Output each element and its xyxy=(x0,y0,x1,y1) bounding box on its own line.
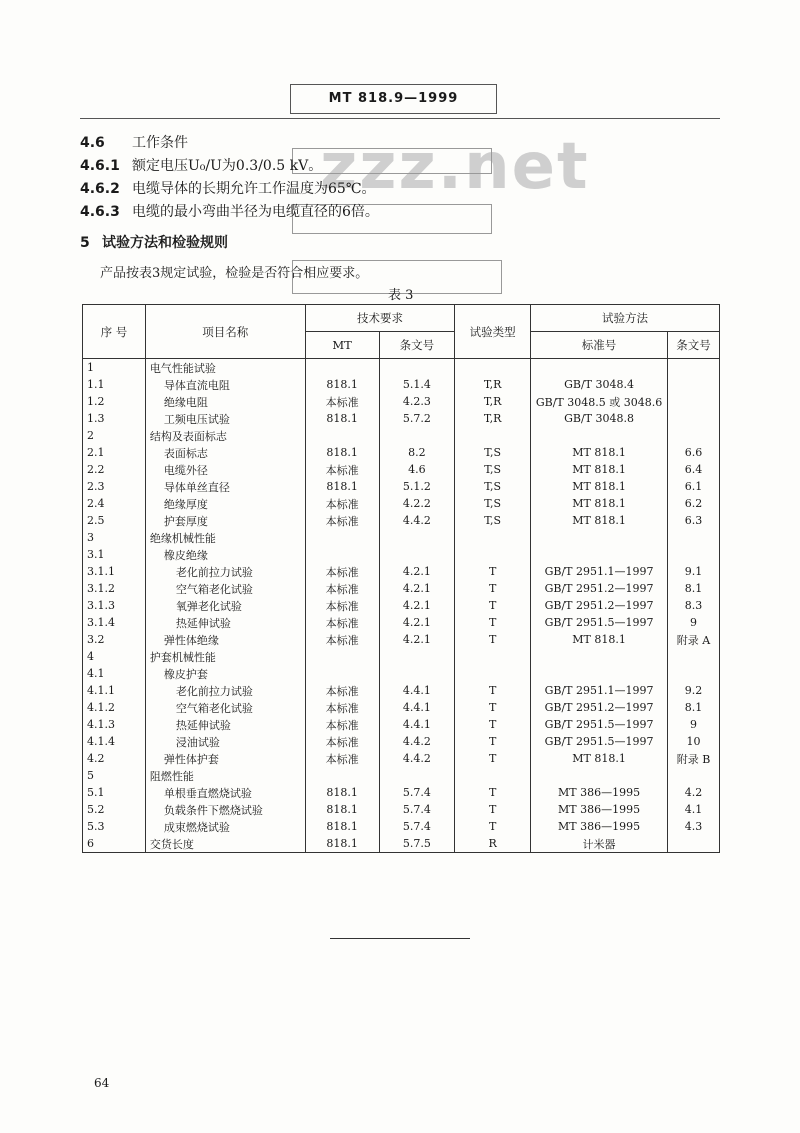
cell-seq: 3.2 xyxy=(83,631,146,648)
cell-mt: 818.1 xyxy=(305,818,379,835)
cell-item-name: 浸油试验 xyxy=(145,733,305,750)
section-number: 5 xyxy=(80,235,90,251)
cell-mt: 本标准 xyxy=(305,393,379,410)
cell-std-no xyxy=(531,427,668,444)
test-table xyxy=(82,304,720,853)
cell-mt: 818.1 xyxy=(305,835,379,853)
table-row xyxy=(83,376,720,393)
cell-seq: 5.2 xyxy=(83,801,146,818)
cell-seq: 5.1 xyxy=(83,784,146,801)
table-row xyxy=(83,410,720,427)
cell-clause2: 6.6 xyxy=(668,444,720,461)
cell-clause xyxy=(379,359,455,377)
header-seq: 序 号 xyxy=(83,305,146,359)
cell-clause2 xyxy=(668,529,720,546)
cell-seq: 1.1 xyxy=(83,376,146,393)
cell-clause2: 4.1 xyxy=(668,801,720,818)
cell-mt: 818.1 xyxy=(305,478,379,495)
cell-item-name: 空气箱老化试验 xyxy=(145,580,305,597)
cell-clause xyxy=(379,648,455,665)
cell-test-type: T,R xyxy=(455,393,531,410)
cell-test-type xyxy=(455,665,531,682)
cell-clause2 xyxy=(668,393,720,410)
cell-item-name: 弹性体绝缘 xyxy=(145,631,305,648)
cell-std-no: 计米器 xyxy=(531,835,668,853)
cell-test-type: T,S xyxy=(455,512,531,529)
cell-mt xyxy=(305,427,379,444)
cell-clause: 5.1.4 xyxy=(379,376,455,393)
table-row xyxy=(83,427,720,444)
cell-clause: 4.2.1 xyxy=(379,597,455,614)
cell-item-name: 绝缘电阻 xyxy=(145,393,305,410)
cell-test-type xyxy=(455,359,531,377)
cell-std-no: MT 818.1 xyxy=(531,631,668,648)
cell-test-type xyxy=(455,767,531,784)
cell-std-no xyxy=(531,546,668,563)
cell-test-type: T xyxy=(455,563,531,580)
cell-item-name: 护套机械性能 xyxy=(145,648,305,665)
header-item: 项目名称 xyxy=(145,305,305,359)
cell-clause: 5.7.4 xyxy=(379,818,455,835)
cell-clause: 4.4.2 xyxy=(379,750,455,767)
clause-text: 额定电压U₀/U为0.3/0.5 kV。 xyxy=(132,158,323,174)
table-row xyxy=(83,580,720,597)
cell-clause2: 8.1 xyxy=(668,580,720,597)
cell-seq: 1 xyxy=(83,359,146,377)
cell-item-name: 负载条件下燃烧试验 xyxy=(145,801,305,818)
cell-clause2 xyxy=(668,359,720,377)
cell-mt xyxy=(305,665,379,682)
standard-code: MT 818.9—1999 xyxy=(290,84,497,114)
cell-item-name: 橡皮绝缘 xyxy=(145,546,305,563)
header-clause: 条文号 xyxy=(379,332,455,359)
cell-clause: 4.2.3 xyxy=(379,393,455,410)
table-row xyxy=(83,461,720,478)
cell-item-name: 导体直流电阻 xyxy=(145,376,305,393)
cell-item-name: 结构及表面标志 xyxy=(145,427,305,444)
clause-number: 4.6.3 xyxy=(80,204,120,220)
table-row xyxy=(83,512,720,529)
table-row xyxy=(83,835,720,853)
cell-clause: 5.7.4 xyxy=(379,784,455,801)
cell-clause2: 附录 B xyxy=(668,750,720,767)
cell-std-no: MT 818.1 xyxy=(531,750,668,767)
cell-mt: 本标准 xyxy=(305,495,379,512)
table-caption: 表 3 xyxy=(388,288,414,303)
cell-item-name: 橡皮护套 xyxy=(145,665,305,682)
cell-seq: 4.1.2 xyxy=(83,699,146,716)
clause-number: 4.6.1 xyxy=(80,158,120,174)
cell-item-name: 电缆外径 xyxy=(145,461,305,478)
cell-std-no: MT 386—1995 xyxy=(531,818,668,835)
cell-std-no: MT 818.1 xyxy=(531,512,668,529)
clause-4-6-3 xyxy=(80,201,379,221)
table-row xyxy=(83,648,720,665)
watermark: zzz.net xyxy=(320,130,590,204)
cell-seq: 3.1.4 xyxy=(83,614,146,631)
table-row xyxy=(83,750,720,767)
page-number: 64 xyxy=(94,1076,110,1090)
cell-mt xyxy=(305,529,379,546)
table-row xyxy=(83,767,720,784)
cell-clause2: 8.1 xyxy=(668,699,720,716)
section-heading-5 xyxy=(80,232,228,252)
cell-clause2: 9.2 xyxy=(668,682,720,699)
cell-clause xyxy=(379,767,455,784)
cell-mt: 818.1 xyxy=(305,784,379,801)
header-test-type: 试验类型 xyxy=(455,305,531,359)
cell-test-type: T,S xyxy=(455,478,531,495)
table-row xyxy=(83,529,720,546)
cell-seq: 4.1 xyxy=(83,665,146,682)
clause-text: 电缆的最小弯曲半径为电缆直径的6倍。 xyxy=(132,204,379,220)
table-row xyxy=(83,444,720,461)
cell-mt: 818.1 xyxy=(305,444,379,461)
cell-test-type: T xyxy=(455,784,531,801)
cell-std-no: GB/T 3048.8 xyxy=(531,410,668,427)
cell-clause2: 9 xyxy=(668,716,720,733)
intro-paragraph: 产品按表3规定试验，检验是否符合相应要求。 xyxy=(100,266,369,281)
cell-clause2: 4.2 xyxy=(668,784,720,801)
cell-clause2: 8.3 xyxy=(668,597,720,614)
cell-std-no: MT 818.1 xyxy=(531,461,668,478)
cell-seq: 4.1.1 xyxy=(83,682,146,699)
cell-std-no: GB/T 2951.5—1997 xyxy=(531,614,668,631)
table-row xyxy=(83,716,720,733)
section-number: 4.6 xyxy=(80,135,105,151)
cell-mt: 本标准 xyxy=(305,614,379,631)
cell-clause: 8.2 xyxy=(379,444,455,461)
cell-clause: 4.4.1 xyxy=(379,699,455,716)
cell-clause: 4.2.1 xyxy=(379,580,455,597)
cell-mt xyxy=(305,546,379,563)
cell-clause2: 6.1 xyxy=(668,478,720,495)
cell-clause2 xyxy=(668,410,720,427)
cell-seq: 4.1.4 xyxy=(83,733,146,750)
cell-mt xyxy=(305,359,379,377)
cell-test-type: T,S xyxy=(455,461,531,478)
clause-text: 电缆导体的长期允许工作温度为65℃。 xyxy=(132,181,376,197)
cell-mt: 本标准 xyxy=(305,563,379,580)
cell-seq: 2.4 xyxy=(83,495,146,512)
cell-clause: 4.2.1 xyxy=(379,614,455,631)
cell-test-type xyxy=(455,427,531,444)
cell-std-no: GB/T 2951.1—1997 xyxy=(531,563,668,580)
cell-item-name: 电气性能试验 xyxy=(145,359,305,377)
clause-number: 4.6.2 xyxy=(80,181,120,197)
cell-seq: 5.3 xyxy=(83,818,146,835)
section-title: 试验方法和检验规则 xyxy=(102,235,228,251)
cell-item-name: 老化前拉力试验 xyxy=(145,563,305,580)
cell-seq: 1.3 xyxy=(83,410,146,427)
cell-item-name: 阻燃性能 xyxy=(145,767,305,784)
cell-seq: 3.1.2 xyxy=(83,580,146,597)
cell-item-name: 单根垂直燃烧试验 xyxy=(145,784,305,801)
cell-test-type: T xyxy=(455,818,531,835)
table-row xyxy=(83,614,720,631)
cell-test-type: T xyxy=(455,682,531,699)
cell-item-name: 交货长度 xyxy=(145,835,305,853)
cell-seq: 3 xyxy=(83,529,146,546)
cell-mt xyxy=(305,767,379,784)
cell-clause2 xyxy=(668,665,720,682)
end-rule xyxy=(330,938,470,939)
cell-mt: 本标准 xyxy=(305,699,379,716)
table-row xyxy=(83,784,720,801)
table-row xyxy=(83,495,720,512)
cell-test-type: T xyxy=(455,716,531,733)
cell-mt: 本标准 xyxy=(305,631,379,648)
cell-clause2: 10 xyxy=(668,733,720,750)
cell-std-no: MT 818.1 xyxy=(531,478,668,495)
cell-clause: 4.2.2 xyxy=(379,495,455,512)
cell-std-no: GB/T 3048.4 xyxy=(531,376,668,393)
cell-std-no: GB/T 2951.5—1997 xyxy=(531,733,668,750)
cell-mt: 本标准 xyxy=(305,461,379,478)
cell-seq: 2 xyxy=(83,427,146,444)
cell-clause2: 6.2 xyxy=(668,495,720,512)
cell-item-name: 成束燃烧试验 xyxy=(145,818,305,835)
cell-seq: 3.1.1 xyxy=(83,563,146,580)
cell-std-no: GB/T 2951.2—1997 xyxy=(531,699,668,716)
header-tech-req: 技术要求 xyxy=(305,305,455,332)
cell-test-type: T,S xyxy=(455,495,531,512)
table-row xyxy=(83,631,720,648)
header-rule xyxy=(80,118,720,119)
cell-item-name: 导体单丝直径 xyxy=(145,478,305,495)
cell-mt: 本标准 xyxy=(305,733,379,750)
cell-clause2 xyxy=(668,648,720,665)
cell-seq: 3.1.3 xyxy=(83,597,146,614)
cell-item-name: 老化前拉力试验 xyxy=(145,682,305,699)
cell-std-no: MT 386—1995 xyxy=(531,784,668,801)
cell-mt: 本标准 xyxy=(305,512,379,529)
cell-seq: 4.1.3 xyxy=(83,716,146,733)
cell-clause: 4.4.1 xyxy=(379,682,455,699)
cell-clause: 5.1.2 xyxy=(379,478,455,495)
table-row xyxy=(83,682,720,699)
cell-item-name: 热延伸试验 xyxy=(145,614,305,631)
cell-clause: 5.7.4 xyxy=(379,801,455,818)
cell-test-type: T xyxy=(455,733,531,750)
cell-clause2 xyxy=(668,767,720,784)
cell-clause2: 9 xyxy=(668,614,720,631)
table-row xyxy=(83,359,720,377)
cell-clause2 xyxy=(668,546,720,563)
table-row xyxy=(83,665,720,682)
cell-clause xyxy=(379,546,455,563)
cell-item-name: 氧弹老化试验 xyxy=(145,597,305,614)
cell-item-name: 绝缘机械性能 xyxy=(145,529,305,546)
cell-test-type: T,R xyxy=(455,410,531,427)
cell-seq: 2.2 xyxy=(83,461,146,478)
cell-seq: 3.1 xyxy=(83,546,146,563)
cell-test-type: T xyxy=(455,580,531,597)
cell-item-name: 弹性体护套 xyxy=(145,750,305,767)
cell-clause: 4.6 xyxy=(379,461,455,478)
cell-seq: 2.1 xyxy=(83,444,146,461)
cell-clause2 xyxy=(668,427,720,444)
table-row xyxy=(83,546,720,563)
cell-std-no: MT 818.1 xyxy=(531,495,668,512)
cell-std-no: MT 386—1995 xyxy=(531,801,668,818)
table-row xyxy=(83,733,720,750)
cell-item-name: 护套厚度 xyxy=(145,512,305,529)
table-row xyxy=(83,818,720,835)
cell-clause: 5.7.2 xyxy=(379,410,455,427)
cell-seq: 2.3 xyxy=(83,478,146,495)
cell-clause2: 6.3 xyxy=(668,512,720,529)
cell-seq: 6 xyxy=(83,835,146,853)
cell-clause2: 附录 A xyxy=(668,631,720,648)
cell-std-no xyxy=(531,529,668,546)
cell-mt: 818.1 xyxy=(305,376,379,393)
cell-test-type xyxy=(455,648,531,665)
cell-std-no xyxy=(531,359,668,377)
cell-mt: 本标准 xyxy=(305,750,379,767)
cell-clause2: 6.4 xyxy=(668,461,720,478)
cell-test-type: T,S xyxy=(455,444,531,461)
cell-item-name: 空气箱老化试验 xyxy=(145,699,305,716)
table-row xyxy=(83,563,720,580)
cell-item-name: 工频电压试验 xyxy=(145,410,305,427)
cell-seq: 1.2 xyxy=(83,393,146,410)
cell-clause2: 4.3 xyxy=(668,818,720,835)
table-row xyxy=(83,801,720,818)
cell-std-no: GB/T 3048.5 或 3048.6 xyxy=(531,393,668,410)
cell-clause xyxy=(379,665,455,682)
table-row xyxy=(83,478,720,495)
cell-seq: 4.2 xyxy=(83,750,146,767)
header-clause2: 条文号 xyxy=(668,332,720,359)
cell-clause: 5.7.5 xyxy=(379,835,455,853)
cell-test-type: T xyxy=(455,597,531,614)
cell-seq: 4 xyxy=(83,648,146,665)
clause-4-6-2 xyxy=(80,178,375,198)
cell-std-no: MT 818.1 xyxy=(531,444,668,461)
cell-mt: 本标准 xyxy=(305,580,379,597)
cell-clause: 4.2.1 xyxy=(379,563,455,580)
cell-clause: 4.4.2 xyxy=(379,512,455,529)
header-mt: MT xyxy=(305,332,379,359)
cell-std-no: GB/T 2951.1—1997 xyxy=(531,682,668,699)
cell-test-type: T xyxy=(455,631,531,648)
clause-4-6-1 xyxy=(80,155,322,175)
cell-clause: 4.4.1 xyxy=(379,716,455,733)
cell-item-name: 绝缘厚度 xyxy=(145,495,305,512)
header-std-no: 标准号 xyxy=(531,332,668,359)
cell-std-no: GB/T 2951.5—1997 xyxy=(531,716,668,733)
cell-test-type xyxy=(455,546,531,563)
cell-std-no xyxy=(531,648,668,665)
cell-test-type: T xyxy=(455,801,531,818)
cell-clause2: 9.1 xyxy=(668,563,720,580)
cell-test-type: T,R xyxy=(455,376,531,393)
cell-mt: 本标准 xyxy=(305,682,379,699)
cell-seq: 2.5 xyxy=(83,512,146,529)
section-heading-4-6 xyxy=(80,132,188,152)
cell-clause: 4.2.1 xyxy=(379,631,455,648)
cell-clause xyxy=(379,529,455,546)
table-row xyxy=(83,597,720,614)
cell-seq: 5 xyxy=(83,767,146,784)
cell-clause2 xyxy=(668,376,720,393)
cell-test-type: R xyxy=(455,835,531,853)
cell-test-type: T xyxy=(455,614,531,631)
cell-clause2 xyxy=(668,835,720,853)
cell-clause xyxy=(379,427,455,444)
cell-mt: 本标准 xyxy=(305,597,379,614)
cell-std-no xyxy=(531,665,668,682)
cell-std-no: GB/T 2951.2—1997 xyxy=(531,580,668,597)
table-body xyxy=(83,359,720,853)
cell-mt: 818.1 xyxy=(305,801,379,818)
cell-mt: 本标准 xyxy=(305,716,379,733)
table-row xyxy=(83,393,720,410)
cell-mt xyxy=(305,648,379,665)
cell-test-type xyxy=(455,529,531,546)
cell-item-name: 表面标志 xyxy=(145,444,305,461)
cell-test-type: T xyxy=(455,750,531,767)
cell-std-no: GB/T 2951.2—1997 xyxy=(531,597,668,614)
cell-std-no xyxy=(531,767,668,784)
header-test-method: 试验方法 xyxy=(531,305,720,332)
cell-mt: 818.1 xyxy=(305,410,379,427)
table-row xyxy=(83,699,720,716)
cell-test-type: T xyxy=(455,699,531,716)
cell-clause: 4.4.2 xyxy=(379,733,455,750)
section-title: 工作条件 xyxy=(132,135,188,151)
cell-item-name: 热延伸试验 xyxy=(145,716,305,733)
